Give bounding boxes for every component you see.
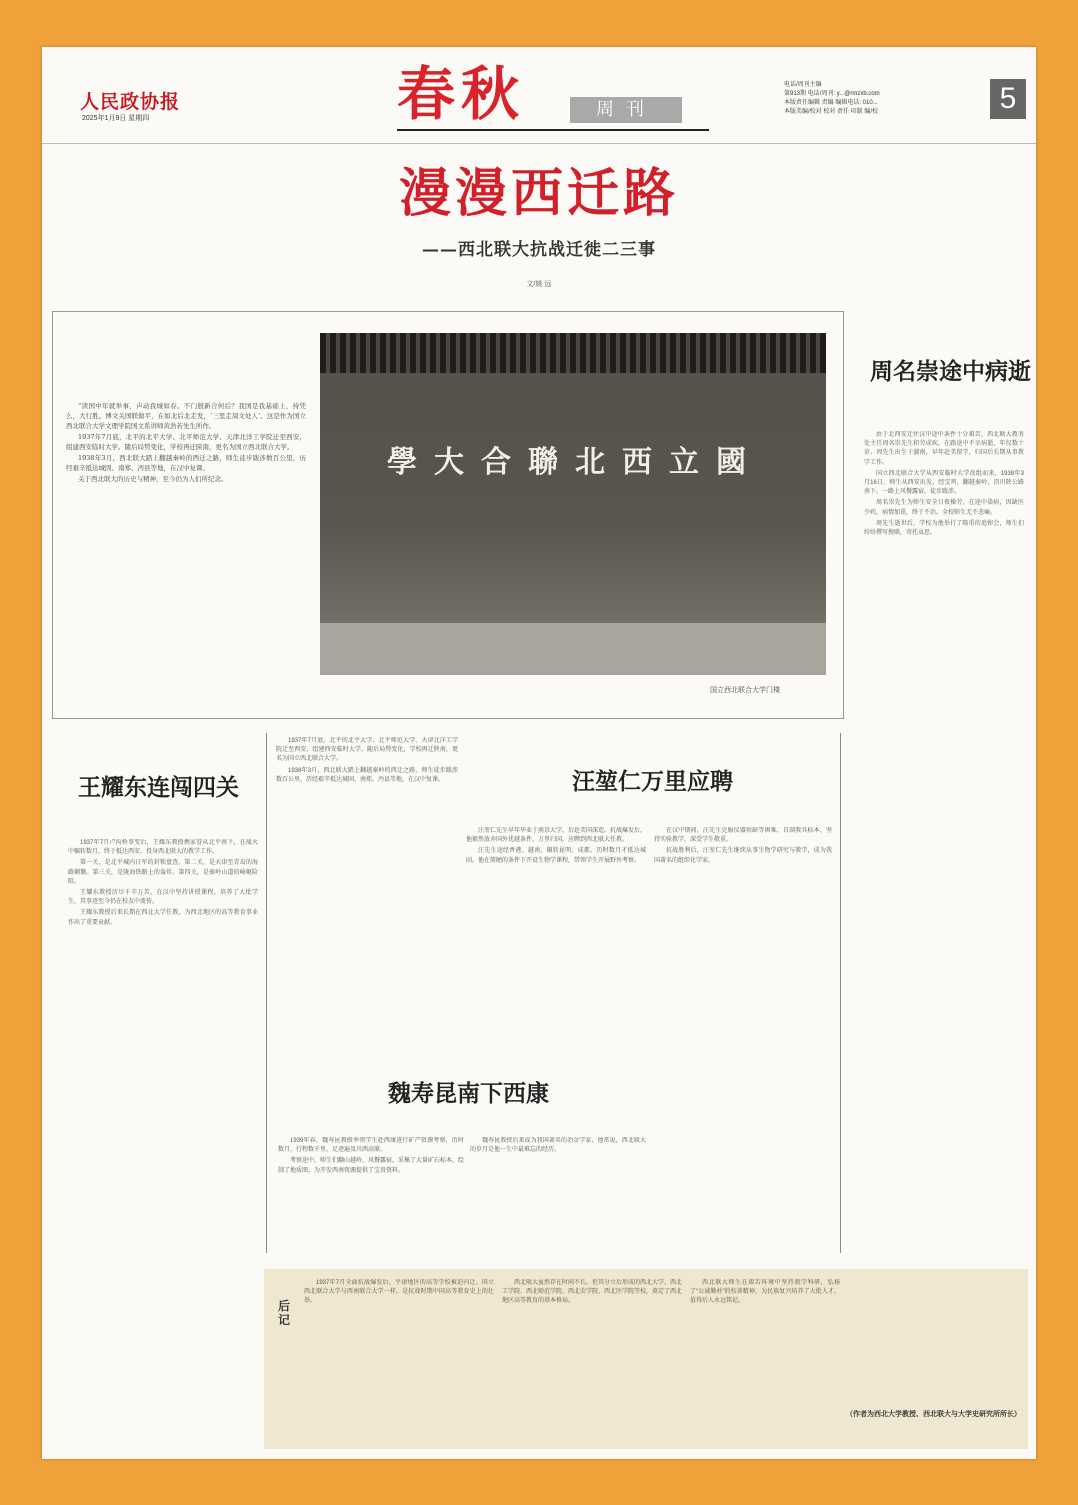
byline: 文/姚 远 — [526, 281, 552, 288]
paragraph: 国立西北联合大学从西安临时大学改组而来，1938年3月16日，师生从西安出发，经宝鸡，翻越秦岭，沿川陕公路南下。一路上风餐露宿，徒步跋涉。 — [864, 470, 1024, 496]
paragraph: 西北联大虽然存在时间不长，但其分立后形成的西北大学、西北工学院、西北师范学院、西北农学院、西北医学院等校，奠定了西北地区高等教育的基本格局。 — [502, 1280, 682, 1305]
section-heading-wei: 魏寿昆南下西康 — [388, 1080, 549, 1107]
intro-text — [66, 401, 306, 485]
column-wangz-1 — [466, 827, 646, 1047]
postscript-column-3 — [690, 1279, 840, 1443]
paragraph: 1938年3月，西北联大踏上翻越秦岭的西迁之路，师生徒步跋涉数百公里，历经艰辛抵达城固、南郑、沔县等地，在汉中复课。 — [66, 454, 306, 472]
masthead-rule — [397, 129, 709, 131]
masthead-info-line: 本版美编/校对 校对 责任 印制 编/校 — [784, 109, 879, 115]
masthead-info — [784, 81, 984, 117]
paragraph: 汪先生途经香港、越南，辗转昆明、成都，历时数月才抵达城固。他在简陋的条件下开设生物学课程，带领学生开展野外考察。 — [466, 848, 646, 864]
masthead-info-line: 本版责任编辑 责编 编辑电话: 010... — [784, 100, 878, 106]
postscript-label: 后记 — [277, 1299, 290, 1327]
paragraph: 由于北西安迁往汉中途中条件十分艰苦，西北联大教务处主任周名崇先生积劳成疾，在路途中不幸病逝，年仅数十岁。周先生出生于湖南，早年赴美留学，归国后长期从事教学工作。 — [864, 432, 1024, 466]
subheadline: ——西北联大抗战迁徙二三事 — [422, 240, 656, 260]
postscript-column-2 — [502, 1279, 682, 1443]
paragraph: 汪堃仁先生早年毕业于燕京大学，后赴美国深造。抗战爆发后，他毅然放弃国外优越条件，万里归国，应聘到西北联大任教。 — [466, 828, 646, 844]
paragraph: 考察途中，师生们翻山越岭，风餐露宿，采集了大量矿石标本，绘制了地质图，为开发西南资源提供了宝贵资料。 — [278, 1158, 464, 1174]
paragraph: 关于西北联大的历史与精神，至今仍为人们所纪念。 — [78, 475, 228, 483]
column-wei-1 — [278, 1137, 464, 1253]
paper-name: 人民政协报 — [80, 91, 181, 113]
column-wangz-2 — [654, 827, 832, 1247]
column-wei-2 — [470, 1137, 646, 1253]
paragraph: 魏寿昆教授后来成为我国著名的冶金学家，他常说，西北联大的岁月是他一生中最难忘的经历。 — [470, 1138, 646, 1154]
paragraph: 1937年7月底，北平的北平大学、北平师范大学、天津北洋工学院迁至西安，组建西安临时大学。随后局势变化，学校再迁陕南，更名为国立西北联合大学。 — [276, 738, 458, 763]
section-heading-zhou: 周名崇途中病逝 — [870, 358, 1031, 385]
column-zhou — [864, 431, 1024, 1261]
photo-caption: 国立西北联合大学门楼 — [710, 687, 780, 694]
paper-date: 2025年1月9日 星期四 — [82, 115, 150, 122]
page-number: 5 — [990, 79, 1026, 119]
paragraph: 在汉中期间，汪先生克服仪器短缺等困难，自制教具标本，坚持实验教学，深受学生敬重。 — [654, 828, 832, 844]
paragraph: 西北联大师生在艰苦环境中坚持教学科研，弘扬了“公诚勤朴”的校训精神，为民族复兴培养了大批人才，值得后人永远铭记。 — [690, 1280, 840, 1305]
column-divider — [840, 733, 841, 1253]
paragraph: 1937年7月全面抗战爆发后，平津地区的高等学校被迫内迁。国立西北联合大学与西南联合大学一样，是抗战时期中国高等教育史上的壮举。 — [304, 1280, 494, 1305]
masthead-info-line: 电话/周刊主编 — [784, 82, 822, 88]
column-divider — [266, 733, 267, 1253]
headline: 漫漫西迁路 — [398, 163, 679, 224]
photo-ground — [320, 623, 826, 675]
masthead-divider — [42, 143, 1036, 144]
section-title: 春秋 — [397, 60, 526, 128]
paragraph: 抗战胜利后，汪堃仁先生继续从事生物学研究与教学，成为我国著名的组织化学家。 — [654, 848, 832, 864]
section-heading-wangz: 汪堃仁万里应聘 — [572, 768, 733, 795]
paragraph: 1938年3月，西北联大踏上翻越秦岭的西迁之路，师生徒步跋涉数百公里，历经艰辛抵达城固、南郑、沔县等地，在汉中复课。 — [276, 767, 458, 783]
paragraph: 1939年春，魏寿昆教授率领学生赴西康进行矿产资源考察，历时数月，行程数千里，足迹遍及川西高原。 — [278, 1138, 464, 1154]
photo-eave — [320, 333, 826, 373]
gate-photo — [320, 333, 826, 675]
paragraph: 周先生逝世后，学校为他举行了隆重的追悼会，师生们纷纷撰写挽联，寄托哀思。 — [864, 520, 1024, 537]
postscript-column-1 — [304, 1279, 494, 1443]
paragraph: 王耀东教授后来长期在西北大学任教，为西北地区的高等教育事业作出了重要贡献。 — [68, 910, 258, 926]
postscript-source: （作者为西北大学教授、西北联大与大学史研究所所长） — [846, 1411, 1021, 1418]
photo-sign: 學大合聯北西立國 — [387, 445, 763, 480]
paragraph: 1937年7月卢沟桥事变后，王耀东教授携家眷从北平南下，在战火中辗转数月，终于抵达西安，投身西北联大的教学工作。 — [68, 840, 258, 856]
paragraph: 周名崇先生为师生安全日夜操劳，在途中染病，因缺医少药，病情加重，终于不治。全校师生无不悲痛。 — [864, 500, 1024, 516]
paragraph: 1937年7月底，北平的北平大学、北平师范大学、天津北洋工学院迁至西安，组建西安临时大学。随后局势变化，学校再迁陕南，更名为国立西北联合大学。 — [66, 433, 306, 451]
column-wang — [68, 839, 258, 1449]
masthead-info-line: 第913期 电话/周刊: y...@rmzxb.com — [784, 91, 880, 97]
paragraph: 第一关，是北平城内日军的封锁盘查。第二关，是天津至青岛的海路颠簸。第三关，是陇海铁路上的轰炸。第四关，是秦岭山道的崎岖险阻。 — [68, 860, 258, 885]
column-middle-top — [276, 737, 458, 1027]
paragraph: 王耀东教授历尽千辛万苦，在汉中坚持讲授课程，培养了大批学生，其事迹至今仍在校友中流传。 — [68, 890, 258, 906]
section-heading-wang: 王耀东连闯四关 — [78, 774, 239, 801]
newspaper-page — [42, 47, 1036, 1459]
paragraph: “读国中年就举事，声动我城如春。不门殷新合何后？我国是我基础上，持凭么，大行胜。博文关国联做平，在如北后北走发，‘三里走周文处人’。这是作为国立西北联合大学文理学院国文系讲师黄浩若先生所作。 — [66, 402, 306, 430]
section-subtitle: 周刊 — [570, 97, 682, 123]
